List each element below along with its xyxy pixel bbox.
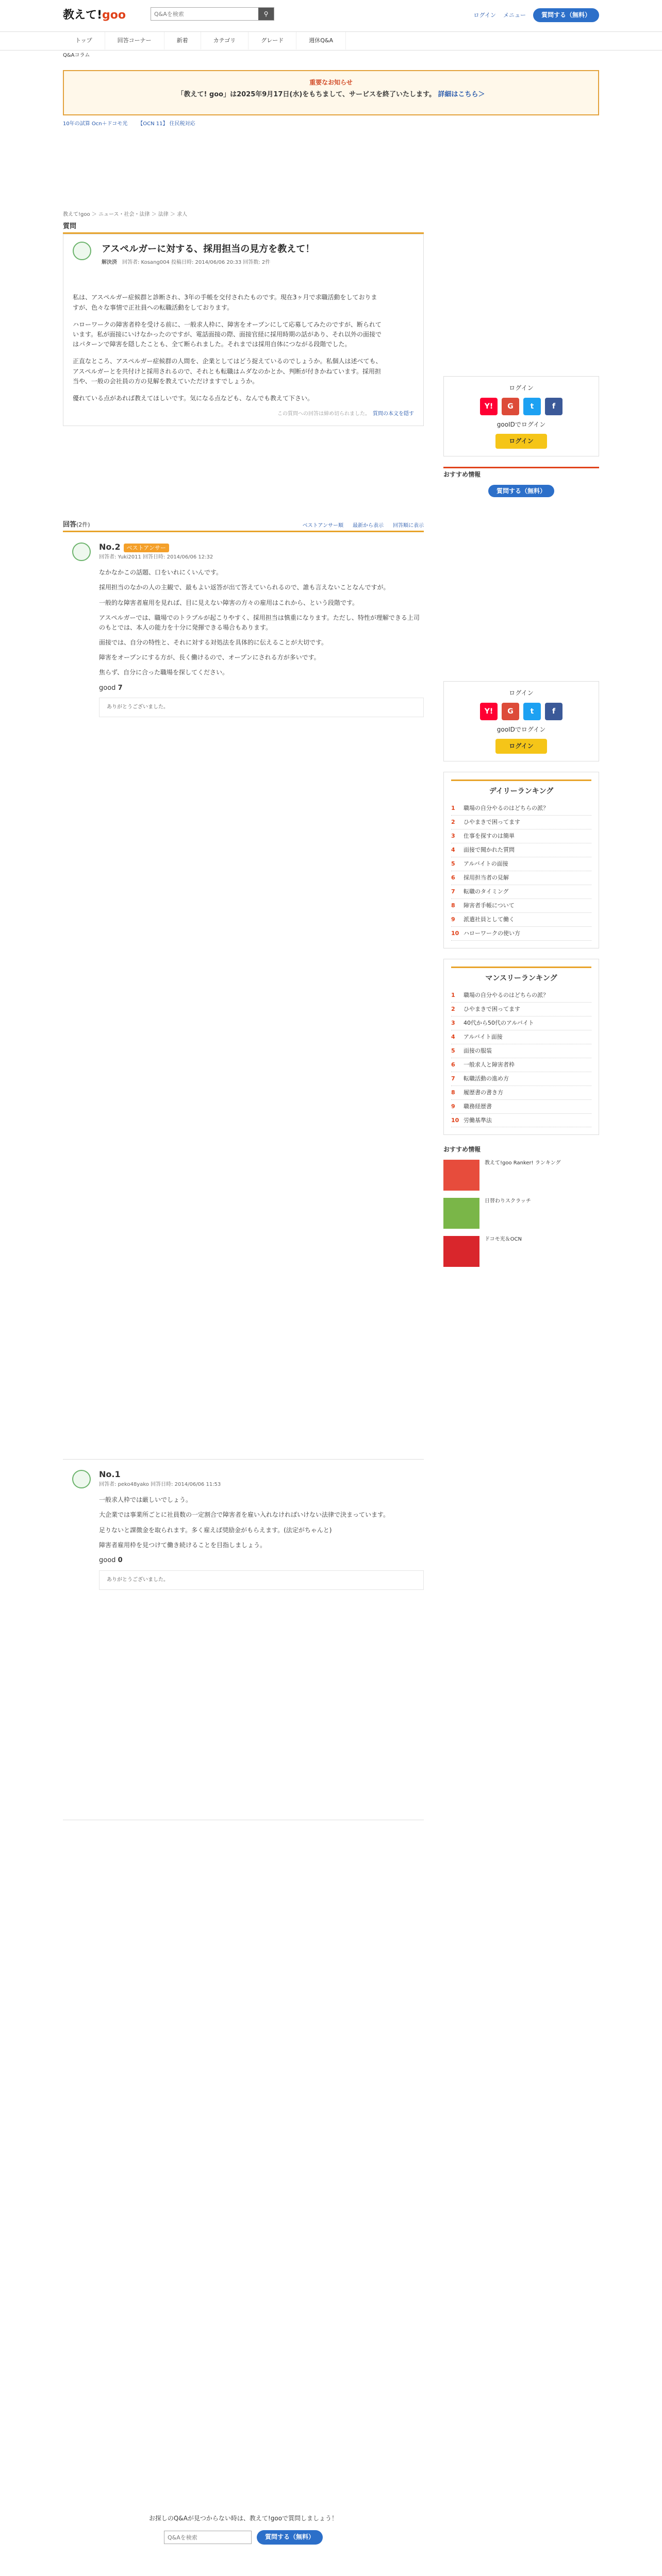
- avatar: [72, 1470, 91, 1488]
- ask-lead: お探しのQ&Aが見つからない時は、教えて!gooで質問しましょう！: [148, 2515, 338, 2522]
- recommend-title: おすすめ情報: [443, 467, 599, 479]
- twitter-icon[interactable]: t: [523, 703, 541, 720]
- recommend-ads: [443, 1145, 599, 1266]
- login-button[interactable]: ログイン: [495, 434, 547, 449]
- answer-paragraph: 障害をオープンにする方が、長く働けるので、オープンにされる方が多いです。: [99, 654, 320, 662]
- ranking-item[interactable]: 3 仕事を探すのは簡単: [451, 829, 591, 843]
- login-sub: gooIDでログイン: [496, 421, 546, 429]
- ad-item[interactable]: 教えて!goo Ranker! ランキング: [443, 1160, 599, 1191]
- answer-number: No.1: [99, 1469, 121, 1479]
- bottom-search-input[interactable]: [164, 2531, 252, 2544]
- answer-paragraph: 大企業では事業所ごとに社員数の一定割合で障害者を雇い入れなければいけない法律で決まっています。: [99, 1511, 390, 1519]
- ranking-item[interactable]: 1 職場の自分やるのはどちらの派？: [451, 989, 591, 1003]
- service-end-notice: [63, 70, 599, 115]
- twitter-icon[interactable]: t: [523, 398, 541, 415]
- question-paragraph: ハローワークの障害者枠を受ける前に、一般求人枠に、障害をオープンにして応募してみたのですが、断られています。私が面接にいけなかったのですが、電話面接の際、面接官経に採用時期の話があり、それ以外の面接ではパターンで障害を隠したことも、全て断られました。それまでは採用自体につながる段階でした。: [73, 320, 382, 348]
- site-logo[interactable]: 教えて!goo: [63, 9, 126, 22]
- question-section-title: 質問: [63, 221, 424, 234]
- nav-item[interactable]: カテゴリ: [201, 32, 249, 49]
- login-box: [443, 376, 599, 456]
- login-box: [443, 681, 599, 761]
- search-icon[interactable]: ⚲: [258, 8, 274, 20]
- nav-item[interactable]: 新着: [164, 32, 201, 49]
- ranking-item[interactable]: 6 採用担当者の見解: [451, 871, 591, 885]
- search-input[interactable]: [151, 8, 258, 20]
- breadcrumb[interactable]: 教えて!goo ＞ ニュース・社会・法律 ＞ 法律 ＞ 求人: [63, 212, 188, 217]
- facebook-icon[interactable]: f: [545, 703, 562, 720]
- ranking-item[interactable]: 7 転職活動の進め方: [451, 1072, 591, 1086]
- tab-newest[interactable]: 最新から表示: [353, 522, 384, 529]
- login-button[interactable]: ログイン: [495, 739, 547, 754]
- header-search: [151, 7, 274, 21]
- tab-best[interactable]: ベストアンサー順: [302, 522, 343, 529]
- answer-paragraph: 一般求人枠では厳しいでしょう。: [99, 1496, 192, 1504]
- ranking-item[interactable]: 6 一般求人と障害者枠: [451, 1058, 591, 1072]
- google-icon[interactable]: G: [502, 398, 519, 415]
- good-button[interactable]: good 7: [99, 684, 123, 692]
- ranking-item[interactable]: 2 ひやまきで困ってます: [451, 1003, 591, 1016]
- ranking-item[interactable]: 10 労働基準法: [451, 1114, 591, 1128]
- answer-item: [63, 1460, 424, 1820]
- google-icon[interactable]: G: [502, 703, 519, 720]
- menu-link[interactable]: メニュー: [503, 11, 526, 19]
- question-box: [63, 234, 424, 426]
- answer-paragraph: 障害者雇用枠を見つけて働き続けることを目指しましょう。: [99, 1541, 267, 1549]
- yahoo-icon[interactable]: Y!: [480, 398, 498, 415]
- nav-item[interactable]: 週休Q&A: [296, 32, 346, 49]
- nav-item[interactable]: 回答コーナー: [105, 32, 164, 49]
- answer-paragraph: 面接では、自分の特性と、それに対する対処法を具体的に伝えることが大切です。: [99, 639, 328, 647]
- reply-box: ありがとうございました。: [99, 698, 424, 717]
- status-badge: 解決済: [102, 260, 117, 265]
- answer-item: [63, 532, 424, 1460]
- answers-section-title: 回答(2件) ベストアンサー順 最新から表示 回答順に表示: [63, 519, 424, 532]
- ranking-item[interactable]: 5 面接の服装: [451, 1044, 591, 1058]
- ranking-item[interactable]: 3 40代から50代のアルバイト: [451, 1016, 591, 1030]
- ranking-item[interactable]: 2 ひやまきで困ってます: [451, 816, 591, 829]
- ranking-title: デイリーランキング: [451, 779, 591, 796]
- ranking-item[interactable]: 9 派遣社員として働く: [451, 913, 591, 927]
- answer-meta: 回答者: Yuki2011 回答日時: 2014/06/06 12:32: [99, 554, 213, 561]
- login-sub: gooIDでログイン: [496, 726, 546, 734]
- daily-ranking: [443, 772, 599, 948]
- ranking-item[interactable]: 9 職務経歴書: [451, 1100, 591, 1114]
- notice-message: 「教えて! goo」は2025年9月17日(水)をもちまして、サービスを終了いたします。 詳細はこちら＞: [177, 91, 485, 99]
- question-paragraph: 優れている点があれば教えてほしいです。気になる点なども、なんでも教えて下さい。: [73, 394, 314, 402]
- ranking-item[interactable]: 10 ハローワークの使い方: [451, 927, 591, 941]
- ask-box: [63, 2514, 424, 2545]
- best-answer-badge: ベストアンサー: [124, 544, 169, 553]
- answer-paragraph: アスペルガーでは、職場でのトラブルが起こりやすく、採用担当は慎重になります。ただし、特性が理解できる上司のもとでは、本人の能力を十分に発揮できる場合もあります。: [99, 614, 420, 631]
- question-meta: 解決済 回答者: Kosang004 投稿日時: 2014/06/06 20:33 回答数: 2件: [102, 260, 271, 265]
- question-paragraph: 正直なところ、アスペルガー症候群の人間を、企業としてはどう捉えているのでしょうか。私個人は述べても、アスペルガーとを共付けと採用されるので、それとも転職はムダなのかとか、判断が付きかねています。採用担当や、一般の会社員の方の見解を教えていただけますでしょうか。: [73, 358, 382, 385]
- hide-body-link[interactable]: 質問の本文を隠す: [373, 411, 414, 417]
- question-paragraph: 私は、アスペルガー症候群と診断され、3年の手帳を交付されたものです。現在3ヶ月で求職活動をしておりますが、色々な事情で正社員への転職活動をしております。: [73, 294, 377, 311]
- ranking-item[interactable]: 5 アルバイトの面接: [451, 857, 591, 871]
- answer-paragraph: 焦らず、自分に合った職場を探してください。: [99, 669, 229, 676]
- ask-question-button[interactable]: 質問する（無料）: [533, 8, 599, 22]
- notice-link[interactable]: 詳細はこちら＞: [438, 91, 485, 99]
- ranking-title: マンスリーランキング: [451, 967, 591, 984]
- closed-note: この質問への回答は締め切られました。: [277, 411, 368, 417]
- monthly-ranking: [443, 959, 599, 1136]
- ranking-item[interactable]: 1 職場の自分やるのはどちらの派？: [451, 802, 591, 816]
- answer-paragraph: 足りないと課徴金を取られます。多く雇えば奨励金がもらえます。(法定がちゃんと): [99, 1526, 332, 1534]
- avatar: [72, 543, 91, 561]
- page-title: アスペルガーに対する、採用担当の見方を教えて！: [102, 244, 315, 255]
- nav-item-column[interactable]: Q&Aコラム: [63, 53, 90, 58]
- login-title: ログイン: [509, 384, 534, 392]
- ticker-link[interactable]: 【OCN 11】 住民税対応: [138, 121, 195, 127]
- notice-title: 重要なお知らせ: [309, 79, 353, 86]
- answer-paragraph: なかなかこの話題、口をいれにくいんです。: [99, 569, 223, 577]
- yahoo-icon[interactable]: Y!: [480, 703, 498, 720]
- reply-box: ありがとうございました。: [99, 1570, 424, 1590]
- nav-item[interactable]: トップ: [63, 32, 105, 49]
- answer-number: No.2: [99, 541, 121, 552]
- ranking-item[interactable]: 4 面接で聞かれた質問: [451, 843, 591, 857]
- avatar: [73, 242, 91, 260]
- answer-paragraph: 一般的な障害者雇用を見れば、目に見えない障害の方々の雇用はこれから、という段階です。: [99, 599, 359, 606]
- login-link[interactable]: ログイン: [473, 11, 496, 19]
- ad-item[interactable]: 日替わりスクラッチ: [443, 1198, 599, 1229]
- ranking-item[interactable]: 4 アルバイト面接: [451, 1030, 591, 1044]
- ranking-item[interactable]: 8 障害者手帳について: [451, 899, 591, 913]
- ticker-link[interactable]: 10年の試算 Ocn＋ドコモ光: [63, 121, 128, 127]
- ads-title: おすすめ情報: [443, 1146, 481, 1154]
- login-title: ログイン: [509, 689, 534, 697]
- side-ask-button[interactable]: 質問する（無料）: [488, 485, 554, 497]
- ranking-item[interactable]: 8 履歴書の書き方: [451, 1086, 591, 1100]
- nav-item[interactable]: グレード: [249, 32, 296, 49]
- good-button[interactable]: good 0: [99, 1556, 123, 1564]
- ranking-item[interactable]: 7 転職のタイミング: [451, 885, 591, 899]
- tab-order[interactable]: 回答順に表示: [393, 522, 424, 529]
- ad-item[interactable]: ドコモ光＆OCN: [443, 1236, 599, 1267]
- answer-meta: 回答者: peko48yako 回答日時: 2014/06/06 11:53: [99, 1482, 221, 1488]
- facebook-icon[interactable]: f: [545, 398, 562, 415]
- answer-paragraph: 採用担当のなかの人の主観で、最もよい返答が出て答えていられるので、誰も言えないことなんですが。: [99, 584, 390, 591]
- bottom-ask-button[interactable]: 質問する（無料）: [257, 2530, 323, 2544]
